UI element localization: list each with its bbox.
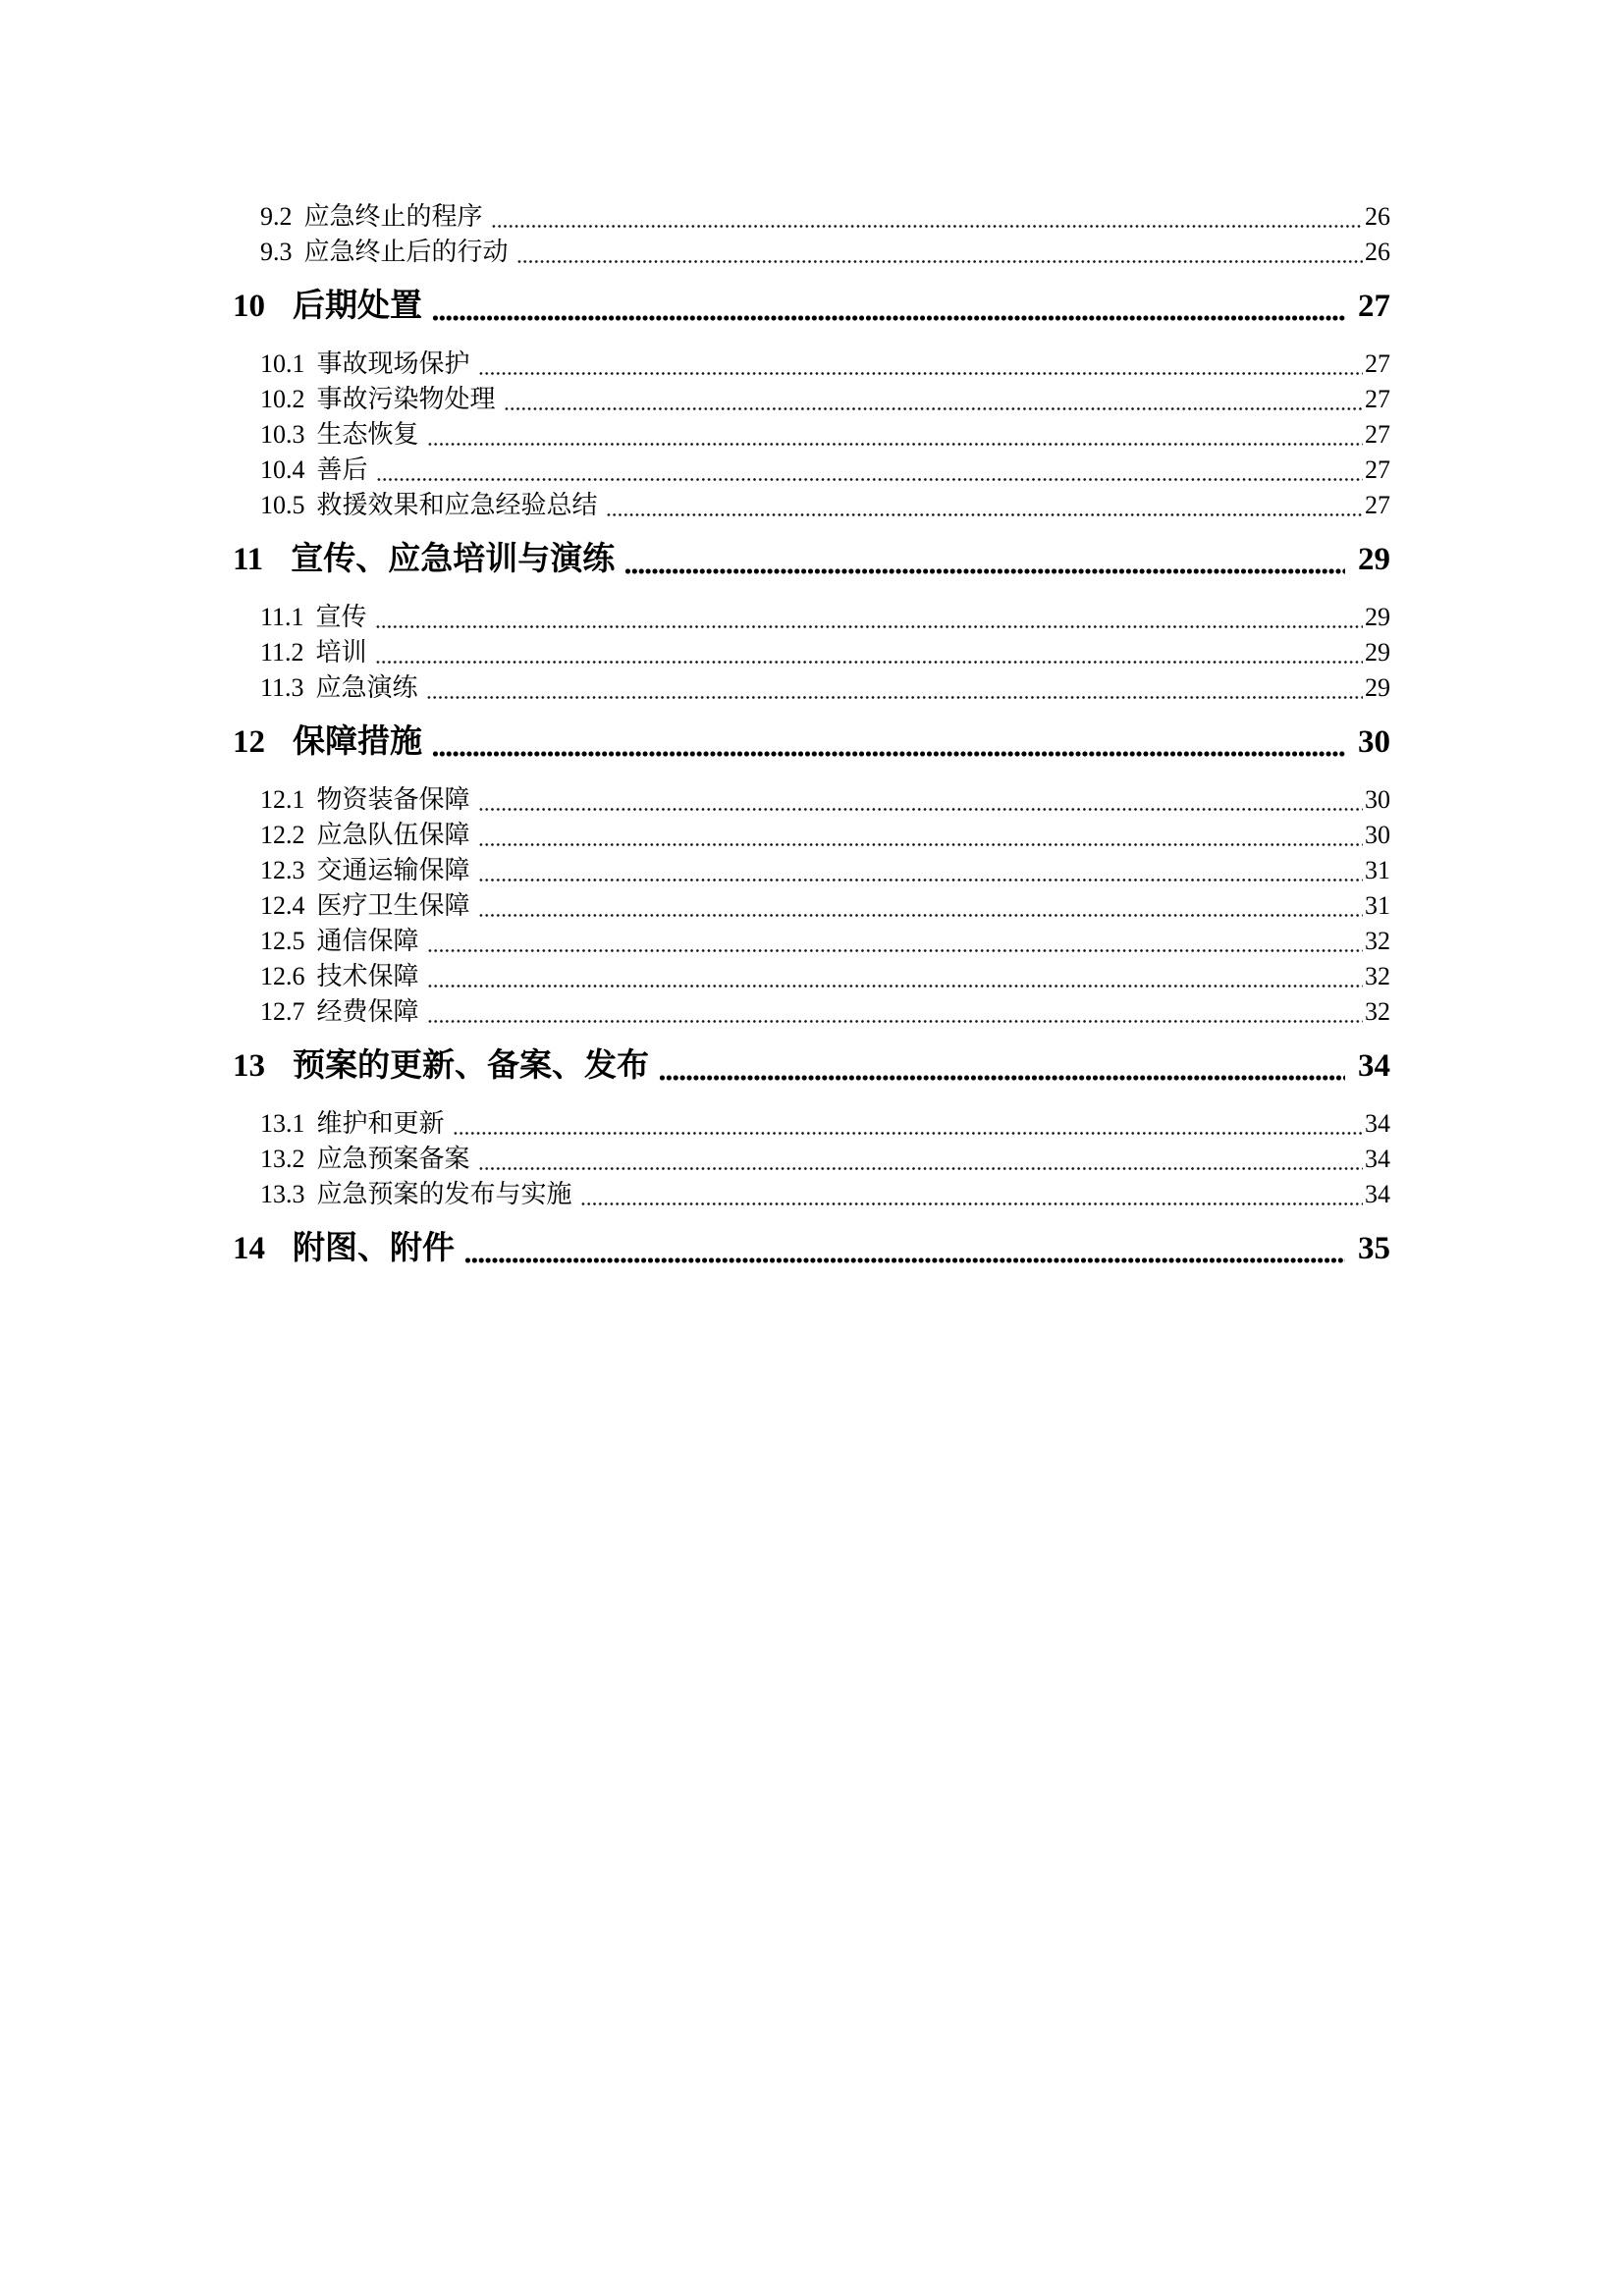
toc-entry-title: 善后 [316, 455, 368, 484]
toc-entry-number: 10.2 [260, 385, 305, 413]
toc-entry-number: 10.3 [260, 420, 305, 449]
toc-entry-page: 29 [1365, 673, 1390, 702]
toc-entry[interactable] [233, 853, 1390, 888]
dot-leader [427, 959, 1363, 994]
toc-entry-number: 9.2 [260, 202, 293, 231]
toc-entry-page: 30 [1358, 724, 1390, 760]
dot-leader [375, 600, 1363, 635]
toc-entry-number: 11 [233, 542, 264, 577]
dot-leader [427, 924, 1363, 959]
toc-entry-page: 29 [1365, 638, 1390, 667]
toc-entry-page: 29 [1358, 542, 1390, 577]
dot-leader [375, 635, 1363, 670]
toc-entry-title: 保障措施 [293, 724, 422, 760]
toc-entry-page: 34 [1365, 1109, 1390, 1138]
toc-entry-title: 交通运输保障 [316, 856, 470, 884]
toc-entry-number: 11.3 [260, 673, 304, 702]
toc-entry-number: 12.1 [260, 785, 305, 814]
dot-leader [624, 537, 1345, 582]
dot-leader [478, 347, 1363, 382]
toc-entry-number: 13 [233, 1048, 265, 1084]
toc-entry-number: 12.6 [260, 962, 305, 990]
toc-entry[interactable] [233, 782, 1390, 818]
toc-entry[interactable] [233, 670, 1390, 706]
toc-entry-title: 宣传 [315, 603, 367, 631]
dot-leader [478, 888, 1363, 924]
toc-entry-title: 医疗卫生保障 [316, 891, 470, 920]
toc-entry[interactable] [233, 199, 1390, 235]
toc-entry-number: 13.1 [260, 1109, 305, 1138]
dot-leader [504, 382, 1363, 417]
dot-leader [464, 1226, 1345, 1271]
toc-entry-title: 应急队伍保障 [316, 821, 470, 849]
toc-heading-entry[interactable] [233, 284, 1390, 329]
dot-leader [376, 453, 1363, 488]
toc-entry-title: 事故污染物处理 [316, 385, 496, 413]
toc-entry[interactable] [233, 1106, 1390, 1142]
dot-leader [491, 199, 1363, 235]
toc-entry[interactable] [233, 635, 1390, 670]
toc-entry-title: 技术保障 [316, 962, 419, 990]
toc-entry-number: 12.4 [260, 891, 305, 920]
dot-leader [427, 994, 1363, 1030]
toc-entry-title: 经费保障 [316, 997, 419, 1026]
toc-entry-page: 27 [1358, 289, 1390, 324]
toc-entry[interactable] [233, 235, 1390, 270]
dot-leader [453, 1106, 1363, 1142]
toc-entry-title: 培训 [315, 638, 367, 667]
toc-entry[interactable] [233, 888, 1390, 924]
toc-entry-number: 14 [233, 1231, 265, 1266]
toc-entry-page: 34 [1358, 1048, 1390, 1084]
toc-entry[interactable] [233, 347, 1390, 382]
dot-leader [478, 782, 1363, 818]
dot-leader [478, 1142, 1363, 1177]
toc-entry-number: 10.1 [260, 349, 305, 378]
toc-entry-page: 29 [1365, 603, 1390, 631]
toc-entry-number: 12.5 [260, 927, 305, 955]
toc-entry-number: 13.3 [260, 1180, 305, 1208]
toc-entry[interactable] [233, 417, 1390, 453]
toc-entry-title: 应急终止的程序 [303, 202, 483, 231]
dot-leader [580, 1177, 1363, 1212]
toc-entry-number: 11.1 [260, 603, 304, 631]
toc-entry-page: 26 [1365, 238, 1390, 266]
dot-leader [432, 284, 1345, 329]
dot-leader [516, 235, 1363, 270]
dot-leader [606, 488, 1363, 523]
dot-leader [427, 417, 1363, 453]
toc-entry-page: 32 [1365, 962, 1390, 990]
toc-entry-title: 事故现场保护 [316, 349, 470, 378]
toc-entry-number: 11.2 [260, 638, 304, 667]
toc-entry-page: 35 [1358, 1231, 1390, 1266]
dot-leader [478, 818, 1363, 853]
toc-entry-number: 12.3 [260, 856, 305, 884]
toc-entry[interactable] [233, 994, 1390, 1030]
toc-entry-page: 27 [1365, 385, 1390, 413]
toc-entry-page: 34 [1365, 1180, 1390, 1208]
toc-entry-page: 31 [1365, 891, 1390, 920]
toc-entry-title: 生态恢复 [316, 420, 419, 449]
toc-entry-number: 13.2 [260, 1145, 305, 1173]
toc-entry-page: 32 [1365, 927, 1390, 955]
toc-entry-title: 附图、附件 [293, 1231, 455, 1266]
toc-entry-number: 12 [233, 724, 265, 760]
toc-entry-title: 后期处置 [293, 289, 422, 324]
toc-entry-page: 27 [1365, 491, 1390, 519]
toc-entry-page: 26 [1365, 202, 1390, 231]
dot-leader [426, 670, 1363, 706]
toc-entry-title: 应急终止后的行动 [303, 238, 509, 266]
toc-heading-entry[interactable] [233, 720, 1390, 765]
toc-entry-number: 10 [233, 289, 265, 324]
toc-entry-page: 30 [1365, 821, 1390, 849]
toc-entry-number: 10.4 [260, 455, 305, 484]
toc-entry-page: 27 [1365, 455, 1390, 484]
toc-entry-title: 应急预案的发布与实施 [316, 1180, 572, 1208]
toc-entry[interactable] [233, 1177, 1390, 1212]
toc-entry-page: 34 [1365, 1145, 1390, 1173]
toc-entry[interactable] [233, 1142, 1390, 1177]
toc-entry-number: 12.7 [260, 997, 305, 1026]
toc-entry-number: 10.5 [260, 491, 305, 519]
toc-entry[interactable] [233, 818, 1390, 853]
toc-entry-title: 应急预案备案 [316, 1145, 470, 1173]
toc-entry[interactable] [233, 453, 1390, 488]
toc-entry-number: 9.3 [260, 238, 293, 266]
toc-heading-entry[interactable] [233, 537, 1390, 582]
toc-entry[interactable] [233, 924, 1390, 959]
toc-entry-title: 宣传、应急培训与演练 [291, 542, 616, 577]
toc-entry-title: 救援效果和应急经验总结 [316, 491, 598, 519]
toc-entry[interactable] [233, 959, 1390, 994]
toc-entry-title: 维护和更新 [316, 1109, 445, 1138]
dot-leader [432, 720, 1345, 765]
toc-entry[interactable] [233, 600, 1390, 635]
toc-entry-page: 32 [1365, 997, 1390, 1026]
toc-entry-page: 31 [1365, 856, 1390, 884]
dot-leader [478, 853, 1363, 888]
toc-entry-page: 27 [1365, 349, 1390, 378]
dot-leader [659, 1043, 1345, 1089]
toc-entry-page: 27 [1365, 420, 1390, 449]
toc-entry-page: 30 [1365, 785, 1390, 814]
toc-entry-title: 应急演练 [315, 673, 418, 702]
toc-heading-entry[interactable] [233, 1226, 1390, 1271]
toc-entry[interactable] [233, 488, 1390, 523]
toc-entry[interactable] [233, 382, 1390, 417]
toc-entry-title: 预案的更新、备案、发布 [293, 1048, 649, 1084]
toc-entry-title: 物资装备保障 [316, 785, 470, 814]
toc-heading-entry[interactable] [233, 1043, 1390, 1089]
toc-entry-number: 12.2 [260, 821, 305, 849]
toc-entry-title: 通信保障 [316, 927, 419, 955]
